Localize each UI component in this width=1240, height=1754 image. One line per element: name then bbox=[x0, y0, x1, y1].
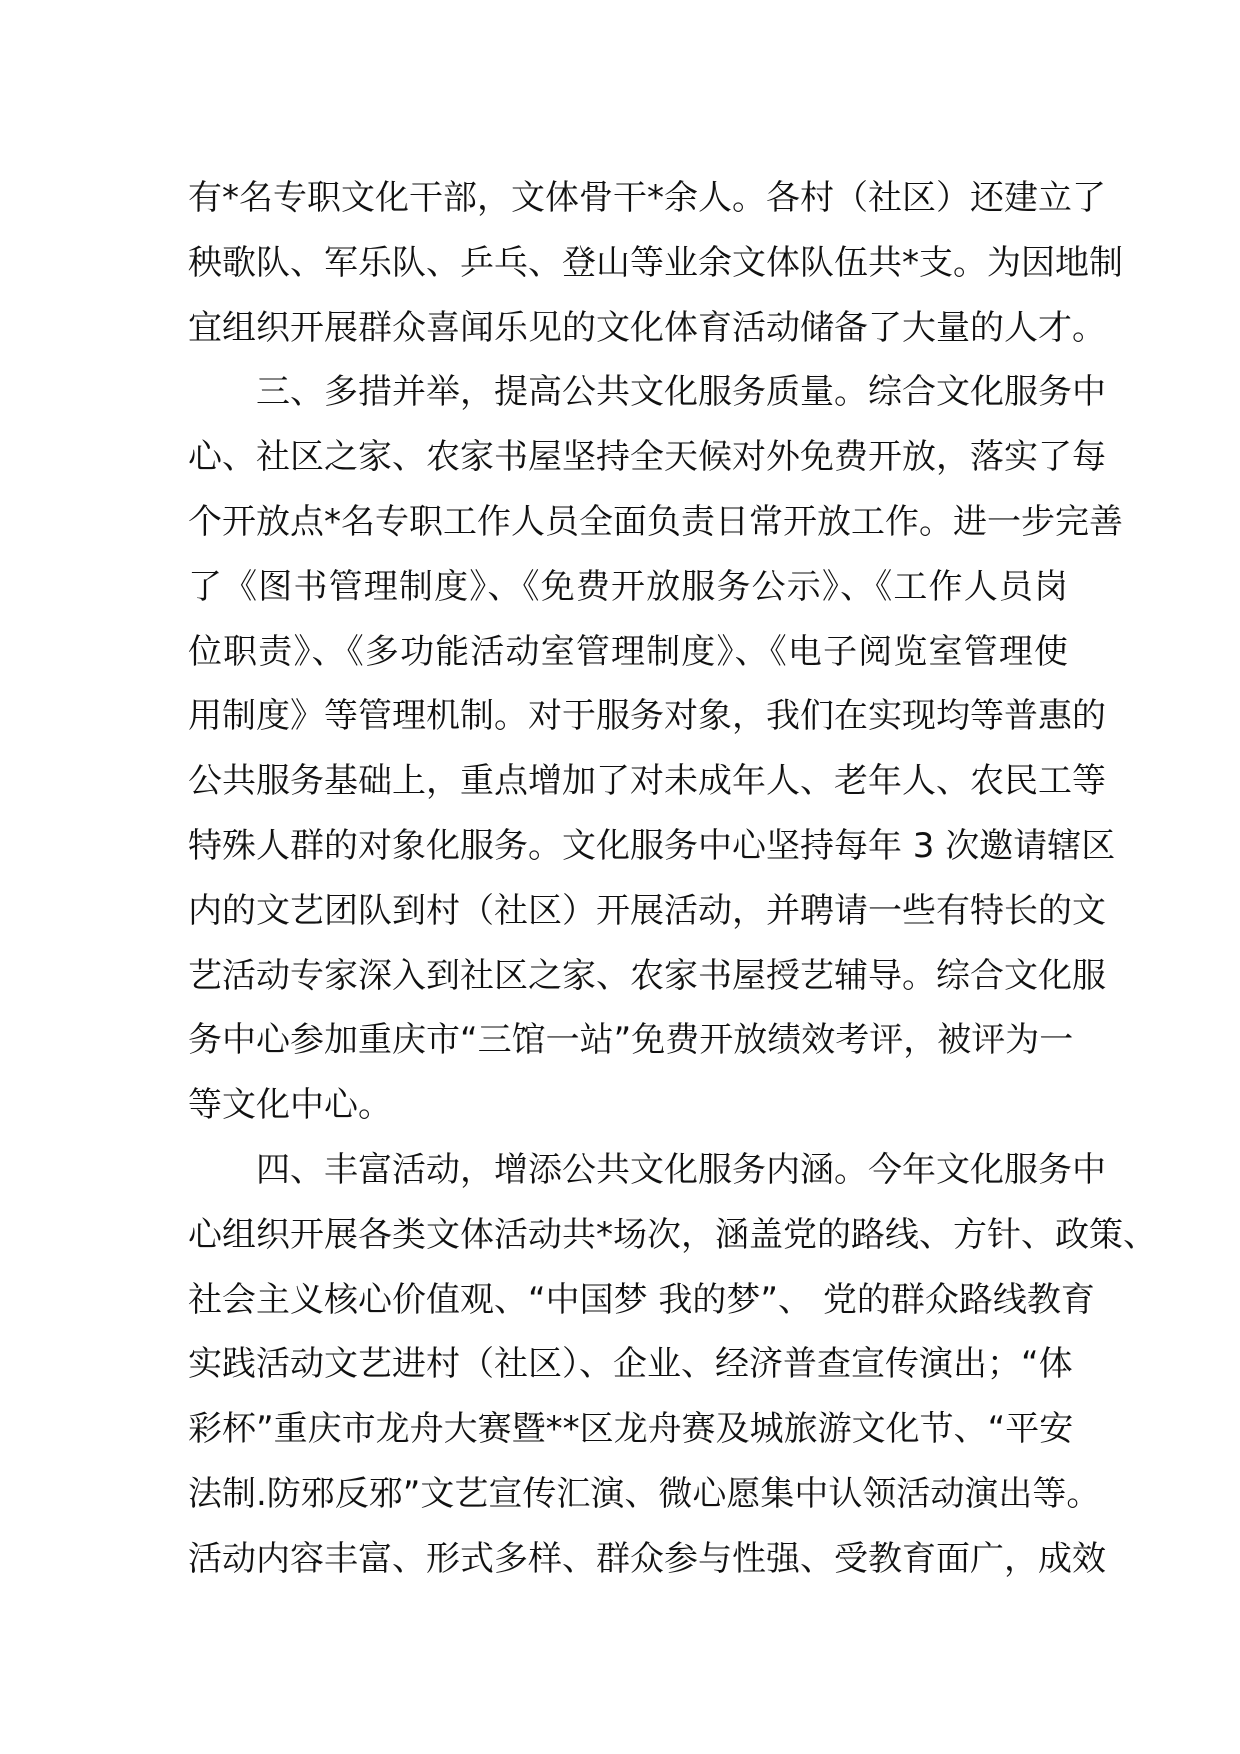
text-line: 艺活动专家深入到社区之家、农家书屋授艺辅导。综合文化服 bbox=[188, 955, 1106, 996]
text-line: 了《图书管理制度》、《免费开放服务公示》、《工作人员岗 bbox=[188, 566, 1068, 607]
paragraph-section-three bbox=[188, 360, 1123, 1138]
text-line: 特殊人群的对象化服务。文化服务中心坚持每年 3 次邀请辖区 bbox=[188, 825, 1116, 866]
text-line: 有*名专职文化干部，文体骨干*余人。各村（社区）还建立了 bbox=[188, 178, 1106, 218]
text-line: 位职责》、《多功能活动室管理制度》、《电子阅览室管理使 bbox=[188, 631, 1068, 672]
text-line: 心、社区之家、农家书屋坚持全天候对外免费开放，落实了每 bbox=[188, 437, 1106, 478]
text-line: 秧歌队、军乐队、乒乓、登山等业余文体队伍共*支。为因地制 bbox=[188, 242, 1123, 283]
document-body bbox=[188, 166, 1157, 1592]
paragraph-talent-continued bbox=[188, 166, 1123, 360]
text-line: 实践活动文艺进村（社区）、企业、经济普查宣传演出；“体 bbox=[188, 1344, 1073, 1385]
text-line: 心组织开展各类文体活动共*场次，涵盖党的路线、方针、政策、 bbox=[188, 1214, 1157, 1255]
text-line: 个开放点*名专职工作人员全面负责日常开放工作。进一步完善 bbox=[188, 501, 1123, 542]
text-line: 法制.防邪反邪”文艺宣传汇演、微心愿集中认领活动演出等。 bbox=[188, 1473, 1101, 1514]
text-line: 活动内容丰富、形式多样、群众参与性强、受教育面广，成效 bbox=[188, 1538, 1106, 1579]
text-line: 内的文艺团队到村（社区）开展活动，并聘请一些有特长的文 bbox=[188, 890, 1106, 931]
section-three-heading-line: 三、多措并举，提高公共文化服务质量。综合文化服务中 bbox=[256, 372, 1106, 413]
section-four-heading-line: 四、丰富活动，增添公共文化服务内涵。今年文化服务中 bbox=[256, 1149, 1106, 1190]
text-line: 务中心参加重庆市“三馆一站”免费开放绩效考评，被评为一 bbox=[188, 1020, 1074, 1061]
text-line: 宜组织开展群众喜闻乐见的文化体育活动储备了大量的人才。 bbox=[188, 307, 1106, 348]
text-line: 用制度》等管理机制。对于服务对象，我们在实现均等普惠的 bbox=[188, 696, 1106, 737]
text-line: 彩杯”重庆市龙舟大赛暨**区龙舟赛及城旅游文化节、“平安 bbox=[188, 1409, 1074, 1450]
paragraph-section-four bbox=[188, 1138, 1157, 1592]
text-line: 社会主义核心价值观、“中国梦 我的梦”、 党的群众路线教育 bbox=[188, 1279, 1095, 1320]
text-line: 公共服务基础上，重点增加了对未成年人、老年人、农民工等 bbox=[188, 761, 1106, 802]
text-line: 等文化中心。 bbox=[188, 1085, 392, 1126]
